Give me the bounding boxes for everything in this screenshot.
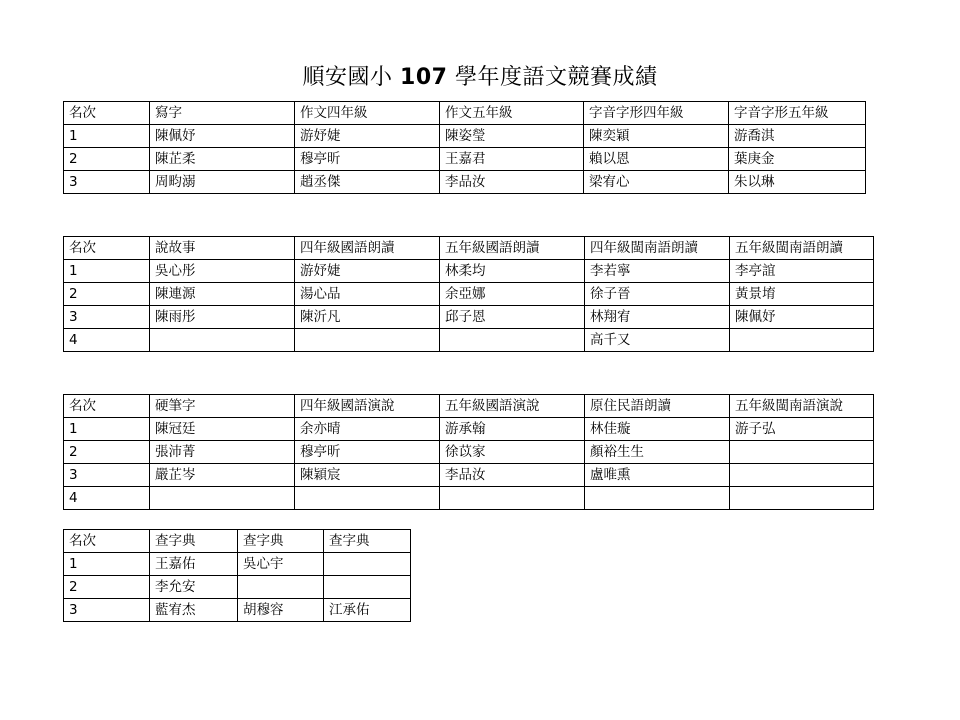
name-cell: 吳心宇: [238, 553, 324, 576]
name-cell: 余亞娜: [440, 283, 585, 306]
name-cell: 游妤婕: [295, 125, 440, 148]
name-cell: 陳姿瑩: [440, 125, 584, 148]
name-cell: 徐子晉: [585, 283, 730, 306]
column-header: 五年級國語朗讀: [440, 237, 585, 260]
table-row: [64, 283, 874, 306]
name-cell: 王嘉君: [440, 148, 584, 171]
name-cell: 朱以琳: [729, 171, 866, 194]
column-header: 查字典: [238, 530, 324, 553]
name-cell: [440, 487, 585, 510]
name-cell: 徐苡家: [440, 441, 585, 464]
name-cell: [238, 576, 324, 599]
rank-cell: 1: [64, 125, 150, 148]
name-cell: 藍宥杰: [150, 599, 238, 622]
results-table-2: [63, 236, 874, 352]
column-header: 五年級國語演說: [440, 395, 585, 418]
name-cell: 陳佩妤: [150, 125, 295, 148]
table-row: [64, 306, 874, 329]
column-header: 原住民語朗讀: [585, 395, 730, 418]
name-cell: 李品汝: [440, 171, 584, 194]
rank-cell: 3: [64, 599, 150, 622]
rank-cell: 3: [64, 464, 150, 487]
name-cell: 顏裕生生: [585, 441, 730, 464]
name-cell: 邱子恩: [440, 306, 585, 329]
column-header: 字音字形四年級: [584, 102, 729, 125]
table-header-row: [64, 530, 411, 553]
name-cell: 李允安: [150, 576, 238, 599]
name-cell: [295, 487, 440, 510]
name-cell: 湯心品: [295, 283, 440, 306]
rank-cell: 2: [64, 441, 150, 464]
name-cell: [295, 329, 440, 352]
name-cell: 李亭誼: [730, 260, 874, 283]
name-cell: [730, 329, 874, 352]
name-cell: 陳穎宸: [295, 464, 440, 487]
name-cell: 江承佑: [324, 599, 411, 622]
name-cell: 游妤婕: [295, 260, 440, 283]
title-prefix: 順安國小: [302, 65, 393, 90]
name-cell: 吳心彤: [150, 260, 295, 283]
table-row: [64, 329, 874, 352]
column-header: 五年級閩南語演說: [730, 395, 874, 418]
name-cell: 嚴芷岑: [150, 464, 295, 487]
column-header: 四年級國語朗讀: [295, 237, 440, 260]
name-cell: 葉庚金: [729, 148, 866, 171]
results-table-1: [63, 101, 866, 194]
rank-cell: 1: [64, 553, 150, 576]
column-header: 硬筆字: [150, 395, 295, 418]
name-cell: 賴以恩: [584, 148, 729, 171]
name-cell: 張沛菁: [150, 441, 295, 464]
name-cell: 王嘉佑: [150, 553, 238, 576]
name-cell: 高千又: [585, 329, 730, 352]
column-header: 四年級閩南語朗讀: [585, 237, 730, 260]
column-header: 查字典: [324, 530, 411, 553]
rank-cell: 4: [64, 487, 150, 510]
table-header-row: [64, 237, 874, 260]
table-row: [64, 171, 866, 194]
column-header: 說故事: [150, 237, 295, 260]
name-cell: 陳雨彤: [150, 306, 295, 329]
name-cell: [324, 576, 411, 599]
rank-cell: 1: [64, 418, 150, 441]
rank-cell: 3: [64, 306, 150, 329]
table-row: [64, 125, 866, 148]
column-header: 名次: [64, 395, 150, 418]
name-cell: 穆亭昕: [295, 441, 440, 464]
rank-cell: 4: [64, 329, 150, 352]
name-cell: 陳佩妤: [730, 306, 874, 329]
name-cell: 李若寧: [585, 260, 730, 283]
name-cell: 梁宥心: [584, 171, 729, 194]
name-cell: 胡穆容: [238, 599, 324, 622]
name-cell: 游子弘: [730, 418, 874, 441]
name-cell: 周畇溺: [150, 171, 295, 194]
rank-cell: 2: [64, 576, 150, 599]
rank-cell: 1: [64, 260, 150, 283]
table-header-row: [64, 102, 866, 125]
name-cell: 陳連源: [150, 283, 295, 306]
name-cell: [730, 464, 874, 487]
name-cell: 陳奕穎: [584, 125, 729, 148]
table-row: [64, 576, 411, 599]
name-cell: [730, 487, 874, 510]
name-cell: 穆亭昕: [295, 148, 440, 171]
column-header: 四年級國語演說: [295, 395, 440, 418]
column-header: 名次: [64, 237, 150, 260]
column-header: 名次: [64, 530, 150, 553]
table-row: [64, 418, 874, 441]
name-cell: 游承翰: [440, 418, 585, 441]
column-header: 五年級閩南語朗讀: [730, 237, 874, 260]
table-row: [64, 260, 874, 283]
rank-cell: 3: [64, 171, 150, 194]
name-cell: 李品汝: [440, 464, 585, 487]
name-cell: [150, 329, 295, 352]
table-row: [64, 441, 874, 464]
name-cell: 盧唯熏: [585, 464, 730, 487]
title-suffix: 學年度語文競賽成績: [454, 65, 658, 90]
table-row: [64, 553, 411, 576]
table-row: [64, 148, 866, 171]
results-table-3: [63, 394, 874, 510]
name-cell: 林柔均: [440, 260, 585, 283]
name-cell: 黃景堉: [730, 283, 874, 306]
name-cell: [730, 441, 874, 464]
name-cell: 余亦晴: [295, 418, 440, 441]
column-header: 名次: [64, 102, 150, 125]
name-cell: 林翔宥: [585, 306, 730, 329]
name-cell: [150, 487, 295, 510]
name-cell: [585, 487, 730, 510]
name-cell: 趙丞傑: [295, 171, 440, 194]
page-title: [0, 62, 960, 94]
name-cell: 陳沂凡: [295, 306, 440, 329]
name-cell: [440, 329, 585, 352]
rank-cell: 2: [64, 148, 150, 171]
column-header: 作文五年級: [440, 102, 584, 125]
table-row: [64, 487, 874, 510]
column-header: 查字典: [150, 530, 238, 553]
name-cell: 陳芷柔: [150, 148, 295, 171]
column-header: 作文四年級: [295, 102, 440, 125]
name-cell: 游喬淇: [729, 125, 866, 148]
title-number: 107: [400, 65, 448, 90]
results-table-4: [63, 529, 411, 622]
column-header: 字音字形五年級: [729, 102, 866, 125]
name-cell: 陳冠廷: [150, 418, 295, 441]
name-cell: 林佳璇: [585, 418, 730, 441]
table-row: [64, 464, 874, 487]
column-header: 寫字: [150, 102, 295, 125]
table-row: [64, 599, 411, 622]
table-header-row: [64, 395, 874, 418]
name-cell: [324, 553, 411, 576]
rank-cell: 2: [64, 283, 150, 306]
